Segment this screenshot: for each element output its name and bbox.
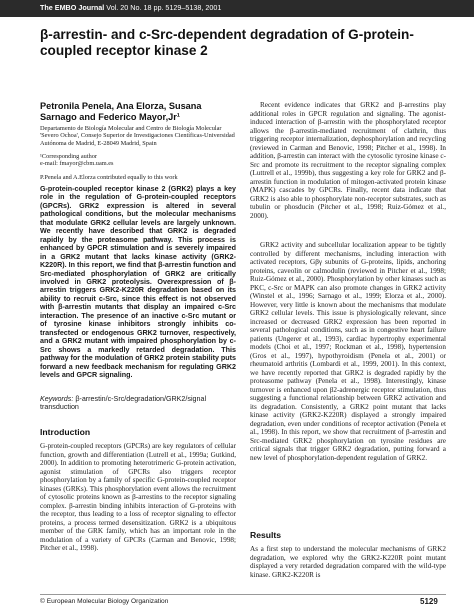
keywords-list: β-arrestin/c-Src/degradation/GRK2/signal transduction [40, 395, 207, 412]
email-address: e-mail: fmayor@cbm.uam.es [40, 160, 114, 168]
keywords-label: Keywords: [40, 395, 74, 403]
results-text: As a first step to understand the molecular mechanisms of GRK2 degradation, we explored why the GRK2-K220R point mutant displayed a very retarded degradation compared with the wild-type kinase. GRK2-K220R is [250, 545, 446, 579]
right-paragraph-1: Recent evidence indicates that GRK2 and β-arrestins play additional roles in GPCR regulation and signaling. The agonist-induced interaction of β-arrestin with the phosphorylated receptor allows the β-arrestin-mediated recruitment of clathrin, thus triggering receptor internalization, dephosphorylation and recycling (reviewed in Carman and Benovic, 1998; Pitcher et al., 1998). In addition, β-arrestin can interact with the cytosolic tyrosine kinase c-Src and promote its recruitment to the receptor signaling complex (Luttrell et al., 1999b), thus suggesting a key role for GRK2 and β-arrestin function in modulation of mitogen-activated protein kinase (MAPK) cascades by GPCRs. Finally, recent data indicate that GRK2 is also able to phosphorylate non-receptor substrates, such as tubulin or phosducin (Pitcher et al., 1998; Ruiz-Gómez et al., 2000). [250, 101, 446, 220]
introduction-heading: Introduction [40, 427, 91, 437]
page-number: 5129 [420, 597, 438, 606]
corresponding-label: ¹Corresponding author [40, 153, 97, 160]
introduction-text: G-protein-coupled receptors (GPCRs) are key regulators of cellular function, growth and differentiation (Lutrell et al., 1999a; Gutkind, 2000). In addition to promoting heterotrimeric G-protein activation, agonist stimulation of GPCRs also triggers receptor phosphorylation by a family of specific G-protein-coupled receptor kinases (GRKs). This phosphorylation event allows the recruitment of cytosolic proteins known as β-arrestins to the receptor signaling complex. β-arrestin binding inhibits interaction of G-proteins with the receptor, thus leading to a loss of receptor signaling to effector proteins, a process termed desensitization. GRK2 is a ubiquitous member of the GRK family, which has an important role in the modulation of a variety of GPCRs (Carman and Benovic, 1998; Pitcher et al., 1998). [40, 442, 236, 552]
journal-volume: Vol. 20 No. 18 pp. 5129–5138, 2001 [106, 3, 222, 12]
journal-name: The EMBO Journal [40, 3, 105, 12]
article-title: β-arrestin- and c-Src-dependent degradation of G-protein-coupled receptor kinase 2 [40, 27, 414, 58]
affiliation: Departamento de Biología Molecular and Centro de Biología Molecular 'Severo Ochoa', Consejo Superior de Investigaciones Científicas-Universidad Autónoma de Madrid, E-28049 Madrid, Spain [40, 125, 235, 147]
journal-citation [40, 3, 221, 12]
results-heading: Results [250, 530, 282, 540]
publisher-copyright: © European Molecular Biology Organization [40, 598, 169, 605]
keywords [40, 395, 236, 412]
corresponding-author [40, 153, 236, 168]
right-paragraph-2: GRK2 activity and subcellular localization appear to be tightly controlled by different mechanisms, including interaction with activated receptors, Gβγ subunits of G-proteins, lipids, anchoring proteins, caveolin or calmodulin (reviewed in Pitcher et al., 1998; Ruiz-Gómez et al., 2000). Phosphorylation by other kinases such as PKC, c-Src or MAPK can also promote changes in GRK2 activity (Winstel et al., 1996; Sarnago et al., 1999; Elorza et al., 2000). However, very little is known about the mechanisms that modulate GRK2 cellular levels. This issue is physiologically relevant, since increased or decreased GRK2 expression has been reported in several pathological conditions, such as in congestive heart failure patients (Ungerer et al., 1993), cardiac hypertrophy experimental models (Choi et al., 1997; Rockman et al., 1998), hypertension (Gros et al., 1997), hypothyroidism (Penela et al., 2001) or rheumatoid arthritis (Lombardi et al., 1999, 2001). In this context, we have recently reported that GRK2 is degraded rapidly by the proteasome pathway (Penela et al., 1998). Interestingly, kinase turnover is enhanced upon β2-adrenergic receptor stimulation, thus suggesting a functional relationship between GRK2 activation and its degradation. Consistently, a GRK2 point mutant that lacks kinase activity (GRK2-K220R) displayed a strongly impaired degradation, even under conditions of receptor activation (Penela et al., 1998). In this report, we show that recruitment of β-arrestin and Src-mediated GRK2 phosphorylation on tyrosine residues are critical signals that trigger GRK2 degradation, putting forward a new level of phosphorylation-dependent regulation of GRK2. [250, 241, 446, 462]
footer-divider [40, 594, 446, 595]
abstract: G-protein-coupled receptor kinase 2 (GRK2) plays a key role in the regulation of G-protein-coupled receptors (GPCRs). GRK2 expression is altered in several pathological conditions, but the molecular mechanisms that modulate GRK2 cellular levels are largely unknown. We recently have described that GRK2 is degraded rapidly by the proteasome pathway. This process is enhanced by GPCR stimulation and is severely impaired in a GRK2 mutant that lacks kinase activity (GRK2-K220R). In this report, we find that β-arrestin function and Src-mediated phosphorylation of GRK2 are critically involved in GRK2 proteolysis. Overexpression of β-arrestin triggers GRK2-K220R degradation based on its ability to recruit c-Src, since this effect is not observed with β-arrestin mutants that display an impaired c-Src interaction. The presence of an inactive c-Src mutant or of tyrosine kinase inhibitors strongly inhibits co-transfected or endogenous GRK2 turnover, respectively, and a GRK2 mutant with impaired phosphorylation by c-Src shows a markedly retarded degradation. This pathway for the modulation of GRK2 protein stability puts forward a new feedback mechanism for regulating GRK2 levels and GPCR signaling. [40, 185, 236, 379]
author-list: Petronila Penela, Ana Elorza, Susana Sarnago and Federico Mayor,Jr¹ [40, 101, 202, 122]
contribution-note: P.Penela and A.Elorza contributed equally to this work [40, 174, 178, 181]
